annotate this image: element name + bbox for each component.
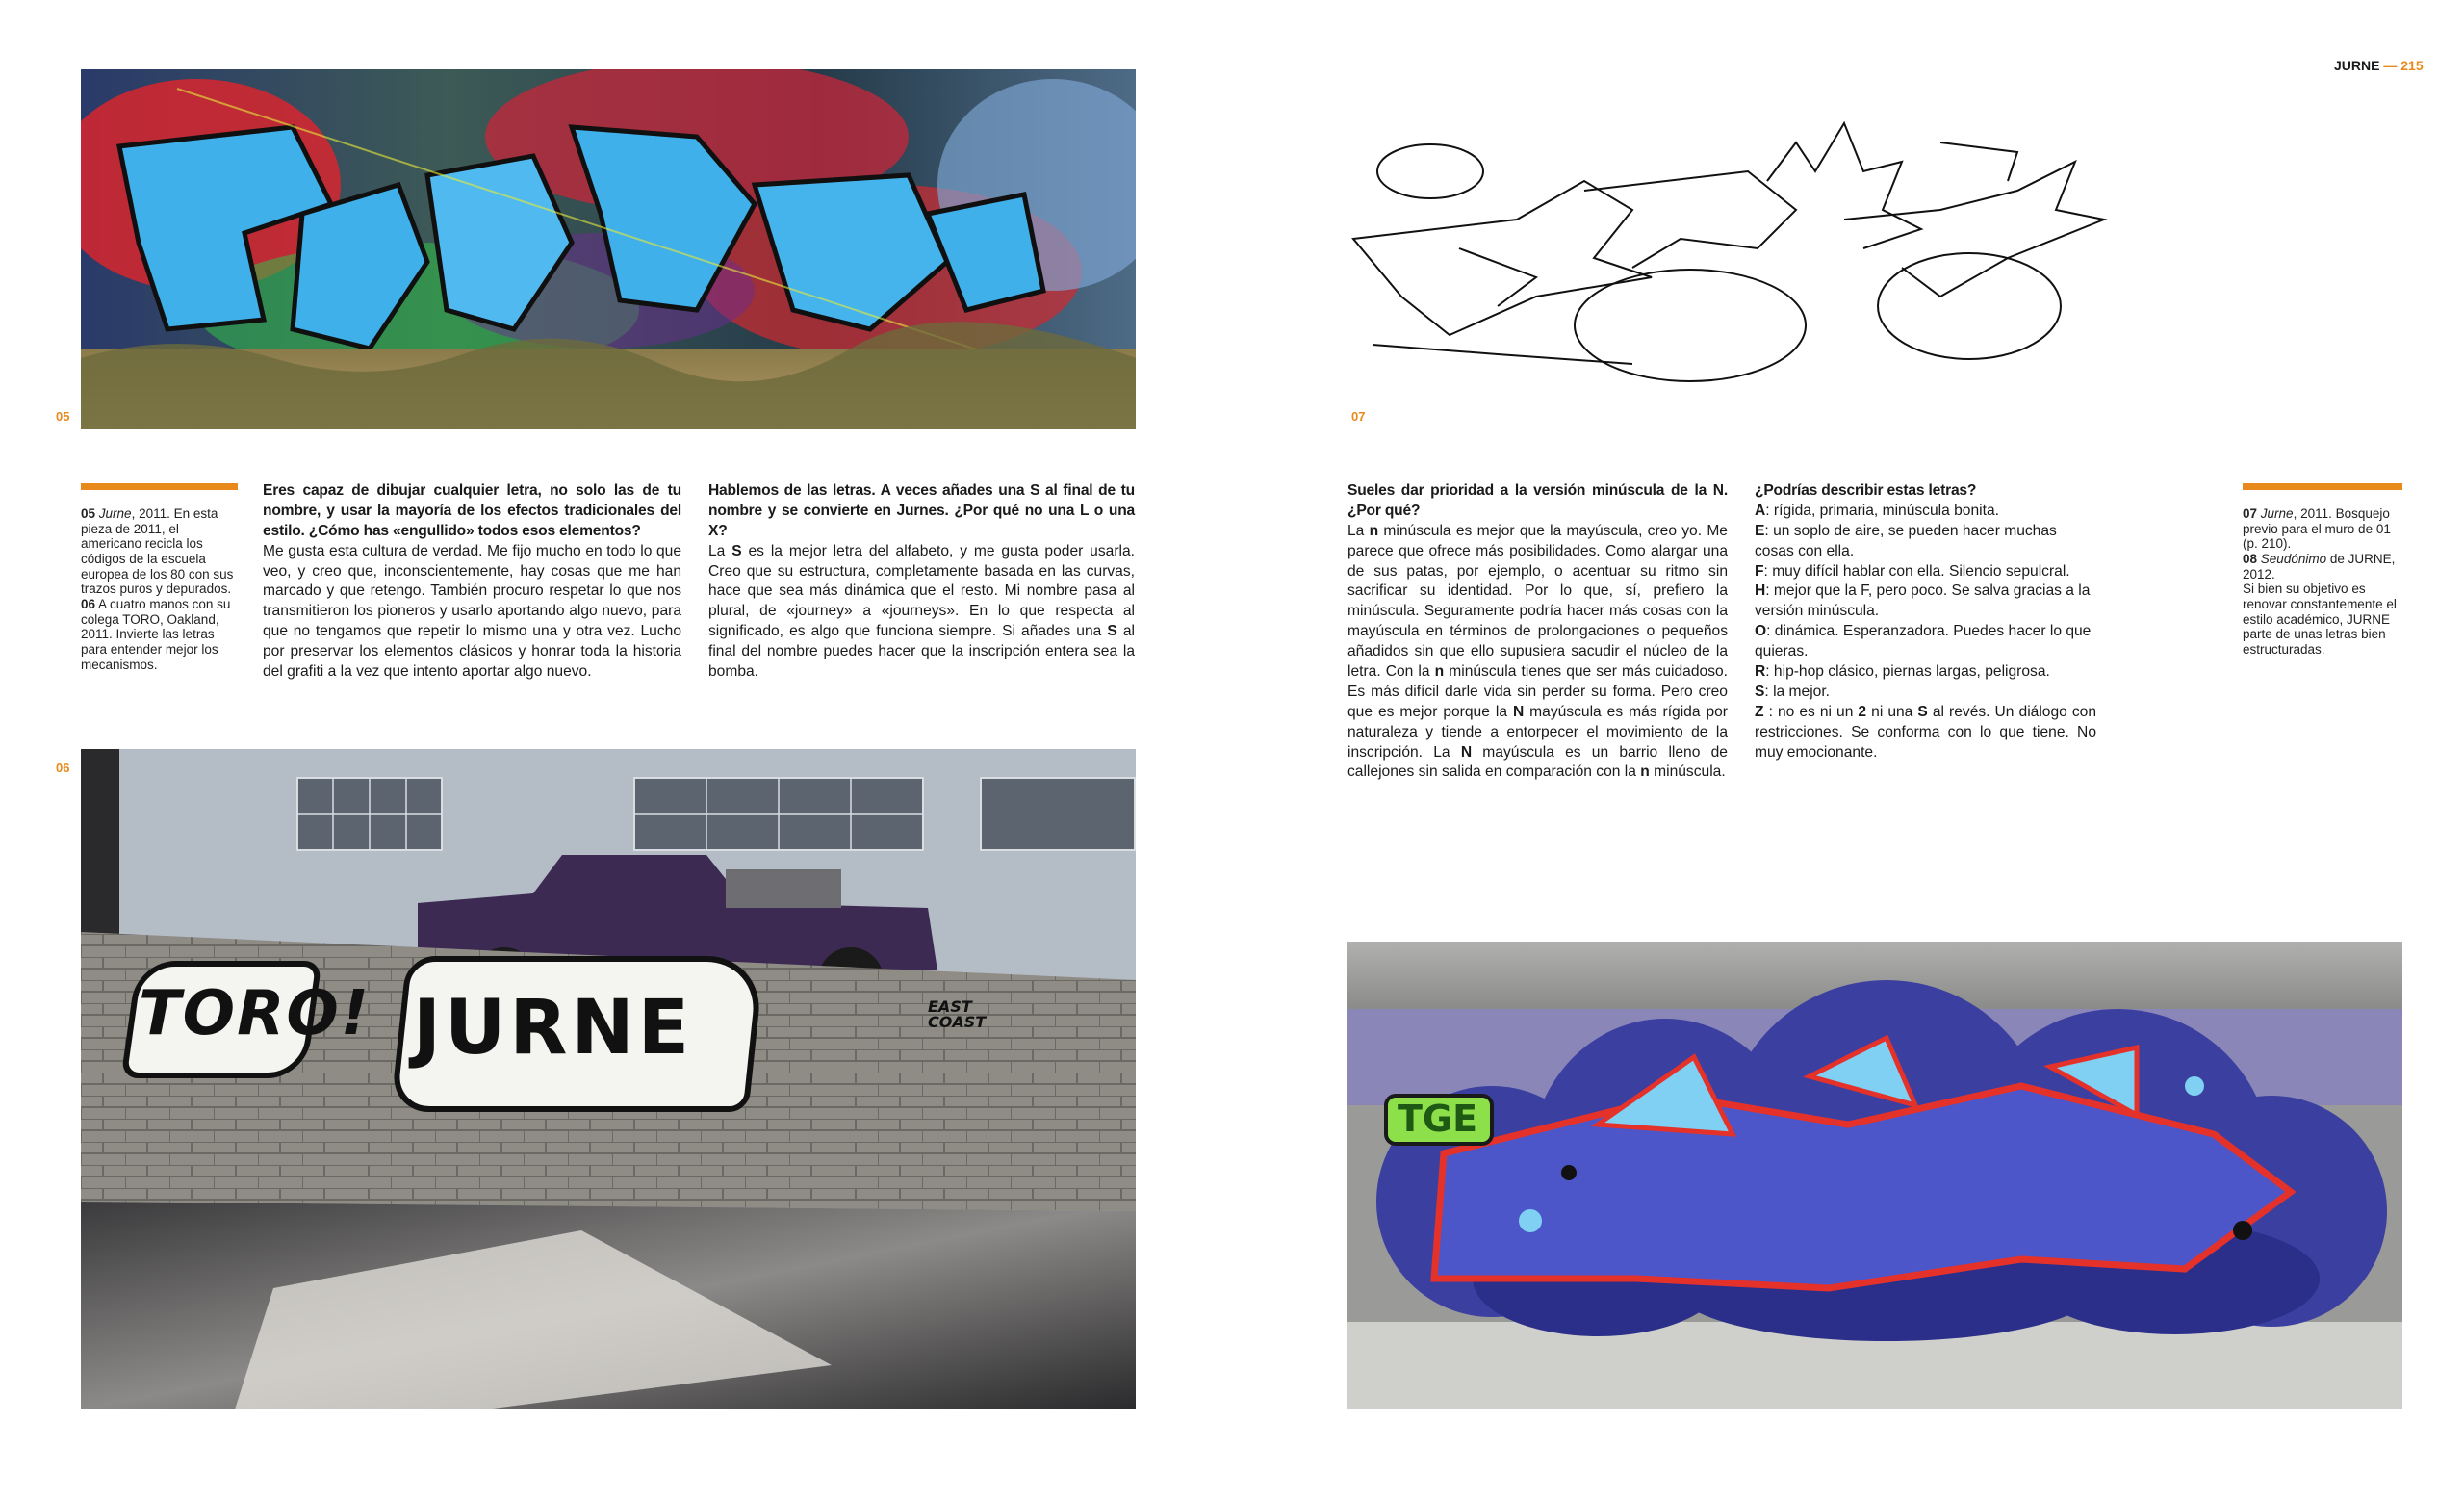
letter-label: H	[1755, 582, 1766, 600]
running-head	[2334, 58, 2424, 73]
caption-05-year: , 2011.	[131, 506, 170, 521]
caption-bar-left	[81, 483, 238, 490]
letter-description: : no es ni un	[1763, 703, 1859, 720]
letter-n: N	[1512, 703, 1525, 720]
caption-left	[81, 506, 235, 672]
answer-3-part: La	[1348, 522, 1370, 539]
caption-05-title: Jurne	[98, 506, 132, 521]
caption-08-title: Seudónimo	[2260, 551, 2327, 566]
letter-description: : hip-hop clásico, piernas largas, peligrosa.	[1765, 663, 2050, 681]
inline-bold: S	[1917, 703, 1928, 720]
caption-08-text: de JURNE, 2012.	[2243, 551, 2396, 582]
caption-07-number: 07	[2243, 506, 2258, 521]
answer-1: Me gusta esta cultura de verdad. Me fijo mucho en todo lo que veo, y creo que, inconscientemente, hay cosas que me han marcado y que retengo. También procuro respetar lo que nos transmitieron los pioneros y usarlo aportando algo nuevo, para que no tengamos que repetir lo mismo una y otra vez. Lucho por preservar los elementos clásicos y honrar toda la historia del grafiti a la vez que intento aportar algo nuevo.	[263, 542, 681, 681]
caption-07-year: , 2011.	[2293, 506, 2332, 521]
letter-label: R	[1755, 663, 1766, 681]
letter-item-r	[1755, 662, 2096, 683]
letter-label: S	[1755, 683, 1765, 700]
caption-06-number: 06	[81, 596, 96, 611]
letter-n: N	[1460, 743, 1473, 761]
running-head-separator: —	[2383, 58, 2398, 73]
letter-item-f	[1755, 562, 2096, 582]
caption-right	[2243, 506, 2402, 658]
answer-3-part: minúscula tienes que ser más cuidadoso. Es más difícil darle vida sin perder su forma. Pero creo que es mejor porque la	[1348, 663, 1728, 720]
letter-n: n	[1434, 663, 1445, 681]
letter-n: n	[1640, 763, 1650, 781]
letter-item-z	[1755, 703, 2096, 763]
answer-3-part: mayúscula es más rígida por naturaleza y tiende a entorpecer el movimiento de la inscripción. La	[1348, 703, 1728, 761]
photo-05-graffiti-wall	[81, 69, 1136, 429]
letter-description: : un soplo de aire, se pueden hacer muchas cosas con ella.	[1755, 522, 2057, 559]
letter-description: : muy difícil hablar con ella. Silencio sepulcral.	[1763, 562, 2070, 580]
text-column-3	[1348, 481, 1728, 783]
figure-number-05: 05	[56, 409, 70, 424]
letter-item-h	[1755, 582, 2096, 622]
answer-2	[708, 542, 1135, 683]
question-1: Eres capaz de dibujar cualquier letra, no solo las de tu nombre, y usar la mayoría de los efectos tradicionales del estilo. ¿Cómo has «engullido» todos esos elementos?	[263, 482, 681, 539]
answer-3	[1348, 522, 1728, 784]
letter-item-a	[1755, 502, 2096, 522]
letter-description: : rígida, primaria, minúscula bonita.	[1765, 502, 1999, 519]
question-2: Hablemos de las letras. A veces añades una S al final de tu nombre y se convierte en Jurnes. ¿Por qué no una L o una X?	[708, 482, 1135, 539]
graffiti-text-jurne: JURNE	[413, 985, 693, 1072]
running-head-name: JURNE	[2334, 58, 2380, 73]
caption-06-text: A cuatro manos con su colega TORO, Oakland, 2011. Invierte las letras para entender mejor los mecanismos.	[81, 596, 231, 672]
caption-08-number: 08	[2243, 551, 2258, 566]
caption-bar-right	[2243, 483, 2402, 490]
answer-3-part: minúscula es mejor que la mayúscula, creo yo. Me parece que ofrece más posibilidades. Como alargar una de sus patas, por ejemplo, o acentuar su ritmo sin sacrificar su identidad. Por lo que, sí, prefiero la minúscula. Seguramente podría hacer más cosas con la mayúscula en términos de prolongaciones o pequeños añadidos sin que ello supusiera sacudir el núcleo de la letra. Con la	[1348, 522, 1728, 681]
graffiti-text-east-coast: EAST COAST	[928, 997, 987, 1031]
letter-description: al revés. Un diálogo con restricciones. Se conforma con lo que tiene. No muy emocionante.	[1755, 703, 2096, 761]
answer-3-part: mayúscula es un barrio lleno de callejones sin salida en comparación con la	[1348, 743, 1728, 781]
letter-description: : la mejor.	[1764, 683, 1831, 700]
photo-08-blue-graffiti-piece	[1348, 942, 2402, 1409]
sketch-07-line-drawing	[1344, 104, 2114, 393]
letter-label: E	[1755, 522, 1765, 539]
caption-05-text: En esta pieza de 2011, el americano recicla los códigos de la escuela europea de los 80 con sus trazos puros y depurados.	[81, 506, 234, 597]
letter-label: O	[1755, 623, 1767, 640]
photo-06-toro-jurne-wall	[81, 749, 1136, 1409]
answer-2-part: al final del nombre puedes hacer que la inscripción entera sea la bomba.	[708, 623, 1135, 681]
graffiti-text-tge: TGE	[1398, 1098, 1478, 1140]
text-column-2	[708, 481, 1135, 683]
text-column-4	[1755, 481, 2096, 763]
letter-item-e	[1755, 522, 2096, 562]
letter-item-s	[1755, 683, 2096, 703]
caption-07-title: Jurne	[2260, 506, 2294, 521]
question-4: ¿Podrías describir estas letras?	[1755, 482, 1977, 499]
letter-description: : mejor que la F, pero poco. Se salva gracias a la versión minúscula.	[1755, 582, 2091, 620]
letter-item-o	[1755, 622, 2096, 662]
letter-label: A	[1755, 502, 1766, 519]
caption-05-number: 05	[81, 506, 96, 521]
letter-description: : dinámica. Esperanzadora. Puedes hacer lo que quieras.	[1755, 623, 2092, 660]
letter-s: S	[732, 542, 742, 559]
answer-2-part: es la mejor letra del alfabeto, y me gusta poder usarla. Creo que su estructura, completamente basada en las curvas, hace que sea más dinámica que el resto. Mi nombre pasa al plural, de «journey» a «journeys». En lo que respecta al significado, es algo que funciona siempre. Si añades una	[708, 542, 1135, 640]
letter-description: ni una	[1866, 703, 1918, 720]
page-number: 215	[2400, 58, 2424, 73]
letter-label: F	[1755, 562, 1764, 580]
letter-n: n	[1369, 522, 1379, 539]
text-column-1	[263, 481, 681, 683]
caption-08-text-2: Si bien su objetivo es renovar constantemente el estilo académico, JURNE parte de unas letras bien estructuradas.	[2243, 582, 2397, 657]
caption-07-text: Bosquejo previo para el muro de 01 (p. 210).	[2243, 506, 2391, 552]
letter-label: Z	[1755, 703, 1764, 720]
graffiti-text-toro: TORO!	[139, 978, 371, 1049]
inline-bold: 2	[1858, 703, 1867, 720]
question-3: Sueles dar prioridad a la versión minúscula de la N. ¿Por qué?	[1348, 482, 1728, 519]
answer-3-part: minúscula.	[1649, 763, 1726, 781]
figure-number-07: 07	[1351, 409, 1366, 424]
figure-number-06: 06	[56, 761, 70, 775]
answer-2-part: La	[708, 542, 732, 559]
letter-s: S	[1107, 623, 1117, 640]
